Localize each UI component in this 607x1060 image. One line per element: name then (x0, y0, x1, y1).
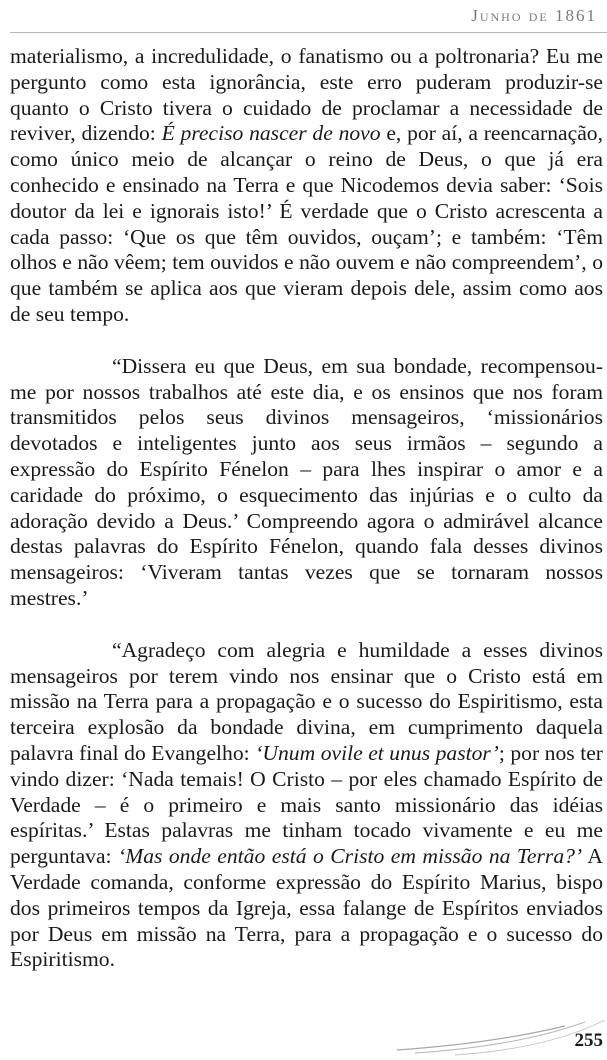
page-number: 255 (574, 1030, 603, 1051)
header-rule (10, 32, 607, 33)
text-segment: “Dissera eu que Deus, em sua bondade, recompensou-me por nossos trabalhos até este dia, e os ensinos que nos foram transmitidos pelos seus divinos mensageiros, ‘missionários devotados e inteligentes junto aos seus irmãos – segundo a expressão do Espírito Fénelon – para lhes inspirar o amor e a caridade do próximo, o esquecimento das injúrias e o culto da adoração devido a Deus.’ Compreendo agora o admirável alcance destas palavras do Espírito Fénelon, quando fala desses divinos mensageiros: ‘Viveram tantas vezes que se tornaram nossos mestres.’ (10, 353, 603, 610)
text-segment: A Verdade comanda, conforme expressão do Espírito Marius, bispo dos primeiros tempos da Igreja, essa falange de Espíritos enviados por Deus em missão na Terra, para a propagação e o sucesso do Espiritismo. (10, 844, 603, 972)
italic-segment: ‘Unum ovile et unus pastor’ (255, 740, 499, 765)
running-header: Junho de 1861 (471, 6, 597, 25)
paragraph-2 (10, 354, 603, 612)
paragraph-3 (10, 638, 603, 973)
text-segment: materialismo, a incredulidade, o fanatismo ou a poltronaria? Eu me pergunto como esta ignorância, este erro puderam produzir-se quanto o Cristo tivera o cuidado de proclamar a necessidade de reviver, dizendo: (10, 44, 603, 146)
text-segment: e, por aí, a reencarnação, como único meio de alcançar o reino de Deus, o que já era conhecido e ensinado na Terra e que Nicodemos devia saber: ‘Sois doutor da lei e ignorais isto!’ É verdade que o Cristo acrescenta a cada passo: ‘Que os que têm ouvidos, ouçam’; e também: ‘Têm olhos e não vêem; tem ouvidos e não ouvem e não compreendem’, o que também se aplica aos que vieram depois dele, assim como aos de seu tempo. (10, 121, 603, 326)
italic-segment: É preciso nascer de novo (161, 121, 381, 146)
italic-segment: ‘Mas onde então está o Cristo em missão na Terra?’ (118, 844, 583, 869)
paragraph-1 (10, 44, 603, 328)
text-segment: “Agradeço com alegria e humildade a esses divinos mensageiros por terem vindo nos ensinar que o Cristo está em missão na Terra para a propagação e o sucesso do Espiritismo, esta terceira explosão da bondade divina, em cumprimento daquela palavra final do Evangelho: (10, 637, 603, 765)
text-segment: ; por nos ter vindo dizer: ‘Nada temais! O Cristo – por eles chamado Espírito de Verdade – é o primeiro e mais santo missionário das idéias espíritas.’ Estas palavras me tinham tocado vivamente e eu me perguntava: (10, 740, 603, 869)
body-text (10, 44, 603, 973)
